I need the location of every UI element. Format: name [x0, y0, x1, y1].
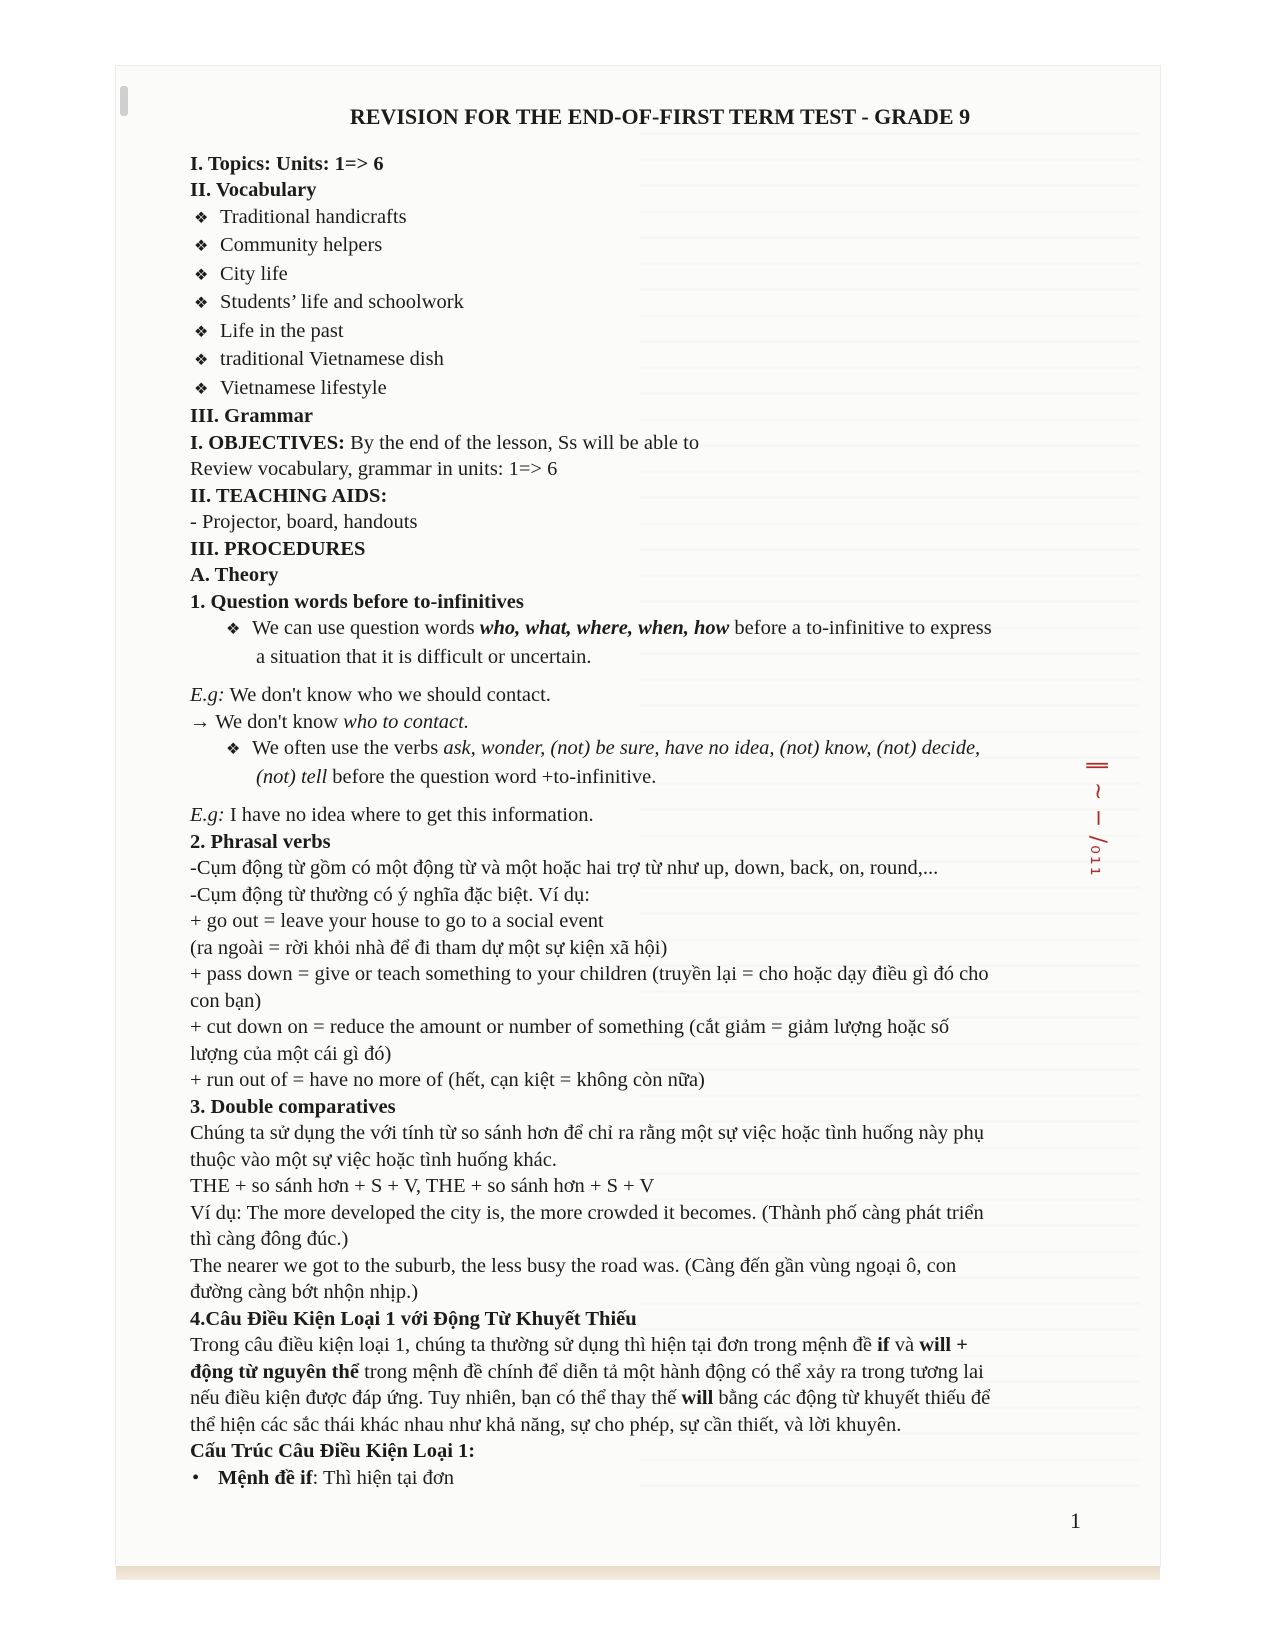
diamond-bullet-icon: ❖: [194, 352, 209, 369]
page-number: 1: [1070, 1508, 1081, 1533]
s2-line: -Cụm động từ gồm có một động từ và một hoặc hai trợ từ như up, down, back, on, round,...: [190, 857, 939, 879]
s2-line: -Cụm động từ thường có ý nghĩa đặc biệt. Ví dụ:: [190, 883, 590, 906]
s2-line: con bạn): [190, 989, 262, 1012]
section-2-heading: 2. Phrasal verbs: [190, 830, 331, 853]
s1-bullet-2: ❖ We often use the verbs ask, wonder, (not) be sure, have no idea, (not) know, (not) decide,: [190, 735, 1090, 764]
aids-text: - Projector, board, handouts: [190, 511, 418, 533]
dot-bullet-icon: •: [192, 1466, 200, 1489]
s2-line: + cut down on = reduce the amount or number of something (cắt giảm = giảm lượng hoặc số: [190, 1016, 950, 1038]
objectives-line: I. OBJECTIVES: By the end of the lesson, Ss will be able to: [190, 431, 700, 454]
vocabulary-heading: II. Vocabulary: [190, 179, 317, 201]
structure-heading: Cấu Trúc Câu Điều Kiện Loại 1:: [190, 1440, 476, 1462]
procedures-heading: III. PROCEDURES: [190, 537, 366, 560]
section-1-heading: 1. Question words before to-infinitives: [190, 590, 524, 613]
diamond-bullet-icon: ❖: [194, 323, 209, 341]
s2-line: lượng của một cái gì đó): [190, 1042, 392, 1065]
s1-example-1-arrow: → We don't know who to contact.: [190, 710, 469, 733]
page-title: REVISION FOR THE END-OF-FIRST TERM TEST - GRADE 9: [349, 104, 971, 129]
s1-example-1: E.g: We don't know who we should contact.: [190, 684, 551, 706]
vocab-item: ❖ traditional Vietnamese dish: [190, 346, 1090, 375]
s2-line: (ra ngoài = rời khỏi nhà để đi tham dự một sự kiện xã hội): [190, 936, 668, 959]
s4-paragraph-line: nếu điều kiện được đáp ứng. Tuy nhiên, bạn có thể thay thế will bằng các động từ khuyết thiếu để: [190, 1387, 991, 1409]
s1-bullet-1: ❖ We can use question words who, what, where, when, how before a to-infinitive to express: [190, 615, 1090, 644]
section-4-heading: 4.Câu Điều Kiện Loại 1 với Động Từ Khuyết Thiếu: [190, 1307, 637, 1330]
s3-line: THE + so sánh hơn + S + V, THE + so sánh hơn + S + V: [190, 1175, 655, 1197]
diamond-bullet-icon: ❖: [226, 621, 241, 638]
s3-line: thuộc vào một sự việc hoặc tình huống khác.: [190, 1148, 557, 1171]
theory-heading: A. Theory: [190, 564, 279, 586]
diamond-bullet-icon: ❖: [194, 266, 209, 284]
diamond-bullet-icon: ❖: [226, 741, 241, 758]
vocab-item: ❖ Students’ life and schoolwork: [190, 289, 1090, 318]
s2-line: + run out of = have no more of (hết, cạn kiệt = không còn nữa): [190, 1069, 705, 1091]
objectives-line-2: Review vocabulary, grammar in units: 1=> 6: [190, 458, 558, 480]
diamond-bullet-icon: ❖: [194, 295, 209, 312]
s3-line: The nearer we got to the suburb, the less busy the road was. (Càng đến gần vùng ngoại ô, con: [190, 1254, 957, 1277]
s4-paragraph-line: động từ nguyên thể trong mệnh đề chính để diễn tả một hành động có thể xảy ra trong tương lai: [190, 1360, 984, 1383]
diamond-bullet-icon: ❖: [194, 209, 209, 227]
s1-bullet-1-cont: a situation that it is difficult or uncertain.: [256, 645, 592, 668]
handwritten-margin-note: ∥ ~ ─ /₀₁₁: [1085, 760, 1110, 878]
s3-line: Chúng ta sử dụng the với tính từ so sánh hơn để chỉ ra rằng một sự việc hoặc tình huống này phụ: [190, 1122, 985, 1144]
document-body: [190, 104, 1090, 1491]
section-3-heading: 3. Double comparatives: [190, 1095, 396, 1118]
s4-paragraph-line: Trong câu điều kiện loại 1, chúng ta thường sử dụng thì hiện tại đơn trong mệnh đề if và will +: [190, 1334, 968, 1356]
s3-line: thì càng đông đúc.): [190, 1228, 349, 1250]
paper-bottom-edge: [116, 1566, 1160, 1580]
s4-paragraph-line: thể hiện các sắc thái khác nhau như khả năng, sự cho phép, sự cần thiết, và lời khuyên.: [190, 1413, 902, 1436]
s3-line: đường càng bớt nhộn nhịp.): [190, 1281, 419, 1303]
vocab-item: ❖ Traditional handicrafts: [190, 204, 1090, 233]
vocab-item: ❖ Community helpers: [190, 232, 1090, 261]
margin-mark: [120, 86, 128, 116]
aids-heading: II. TEACHING AIDS:: [190, 484, 388, 507]
s2-line: + pass down = give or teach something to your children (truyền lại = cho hoặc dạy điều gì đó cho: [190, 963, 989, 985]
vocab-item: ❖ City life: [190, 261, 1090, 290]
s3-line: Ví dụ: The more developed the city is, the more crowded it becomes. (Thành phố càng phát triển: [190, 1201, 984, 1224]
s1-bullet-2-cont: (not) tell before the question word +to-infinitive.: [256, 765, 657, 788]
grammar-heading: III. Grammar: [190, 405, 313, 427]
vocab-item: ❖ Life in the past: [190, 318, 1090, 347]
vocab-item: ❖ Vietnamese lifestyle: [190, 375, 1090, 404]
s2-line: + go out = leave your house to go to a social event: [190, 910, 604, 932]
topics-heading: I. Topics: Units: 1=> 6: [190, 152, 384, 175]
s1-example-2: E.g: I have no idea where to get this information.: [190, 804, 594, 826]
diamond-bullet-icon: ❖: [194, 238, 209, 255]
s4-bullet: • Mệnh đề if: Thì hiện tại đơn: [190, 1465, 1090, 1492]
diamond-bullet-icon: ❖: [194, 380, 209, 398]
